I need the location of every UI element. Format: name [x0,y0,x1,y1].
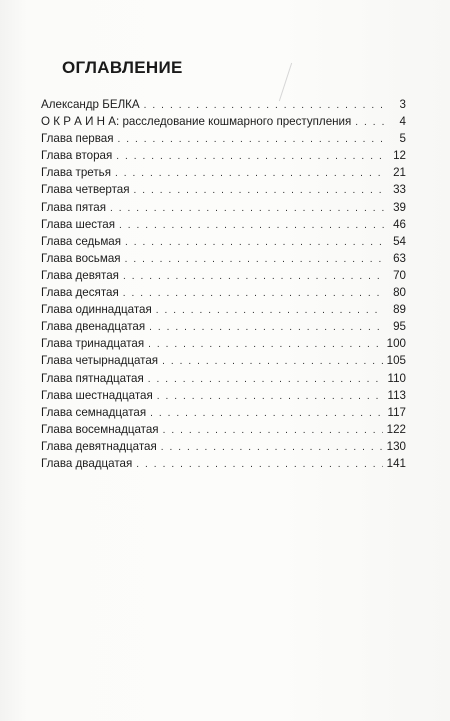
dot-leader [116,148,384,165]
toc-entry-title: Глава шестнадцатая [41,388,153,402]
toc-entry-page: 5 [399,132,406,146]
toc-entry-title: Глава шестая [41,217,115,231]
toc-entry-title: Глава девятнадцатая [41,439,157,453]
toc-entry-title: Глава восьмая [41,251,121,265]
table-of-contents [41,96,406,472]
dot-leader [134,182,384,199]
toc-entry-page: 95 [393,320,406,334]
toc-entry-title: Глава четырнадцатая [41,354,159,368]
toc-entry-title: Глава четвертая [41,183,130,197]
toc-entry [41,96,406,113]
toc-entry [41,318,406,335]
toc-entry-title: Глава пятая [41,200,106,214]
toc-entry [41,233,406,250]
toc-entry-page: 113 [387,388,406,402]
toc-entry [41,199,406,216]
dot-leader [144,97,384,114]
dot-leader [148,336,383,353]
dot-leader [157,388,384,405]
dot-leader [149,319,384,336]
toc-entry [41,250,406,267]
toc-entry [41,301,406,318]
dot-leader [115,165,384,182]
toc-entry-page: 89 [393,303,406,317]
toc-entry-page: 130 [386,439,406,453]
toc-entry-title: Глава десятая [41,286,119,300]
toc-entry-page: 4 [399,115,406,129]
toc-entry-page: 80 [393,286,406,300]
toc-entry [41,113,406,130]
toc-entry-page: 12 [393,149,406,163]
dot-leader [125,251,384,268]
dot-leader [355,114,384,131]
dot-leader [162,353,383,370]
toc-entry [41,130,406,147]
toc-entry-title: Глава вторая [41,149,113,163]
toc-entry-page: 100 [386,337,406,351]
toc-entry [41,216,406,233]
toc-entry [41,267,406,284]
toc-entry [41,438,406,455]
toc-entry [41,284,406,301]
toc-entry-title: Глава пятнадцатая [41,371,144,385]
dot-leader [148,371,384,388]
dot-leader [117,131,384,148]
dot-leader [119,217,384,234]
toc-entry-title: Глава седьмая [41,234,122,248]
dot-leader [125,234,384,251]
dot-leader [110,200,384,217]
toc-entry-title: Глава первая [41,132,114,146]
toc-entry-page: 21 [393,166,406,180]
toc-entry-title: Глава восемнадцатая [41,422,159,436]
toc-entry-page: 70 [393,268,406,282]
dot-leader [161,439,383,456]
toc-entry-page: 39 [393,200,406,214]
toc-entry-title: Глава двенадцатая [41,320,146,334]
toc-entry-page: 3 [399,98,406,111]
toc-entry-page: 117 [387,405,406,419]
toc-entry [41,147,406,164]
toc-entry-page: 54 [393,234,406,248]
toc-entry-page: 33 [393,183,406,197]
toc-entry-title: Глава тринадцатая [41,337,145,351]
dot-leader [123,285,384,302]
toc-entry [41,455,406,472]
toc-entry-title: Глава девятая [41,268,119,282]
dot-leader [163,422,383,439]
toc-entry-title: Глава третья [41,166,111,180]
toc-heading: ОГЛАВЛЕНИЕ [62,58,183,77]
toc-entry [41,387,406,404]
toc-entry [41,421,406,438]
toc-entry-page: 122 [386,422,406,436]
dot-leader [156,302,384,319]
toc-entry-title: О К Р А И Н А: расследование кошмарного преступления [41,115,352,129]
toc-entry [41,164,406,181]
dot-leader [150,405,383,422]
toc-entry-title: Глава одиннадцатая [41,303,152,317]
toc-entry-title: Александр БЕЛКА [41,98,140,111]
toc-entry-page: 105 [386,354,406,368]
toc-entry [41,404,406,421]
dot-leader [136,456,382,473]
toc-entry [41,370,406,387]
toc-entry-title: Глава семнадцатая [41,405,147,419]
toc-entry [41,352,406,369]
toc-entry-page: 63 [393,251,406,265]
toc-entry [41,335,406,352]
toc-entry-title: Глава двадцатая [41,456,133,470]
toc-entry-page: 46 [393,217,406,231]
toc-entry-page: 141 [386,456,406,470]
dot-leader [123,268,384,285]
toc-entry [41,181,406,198]
toc-entry-page: 110 [387,371,406,385]
